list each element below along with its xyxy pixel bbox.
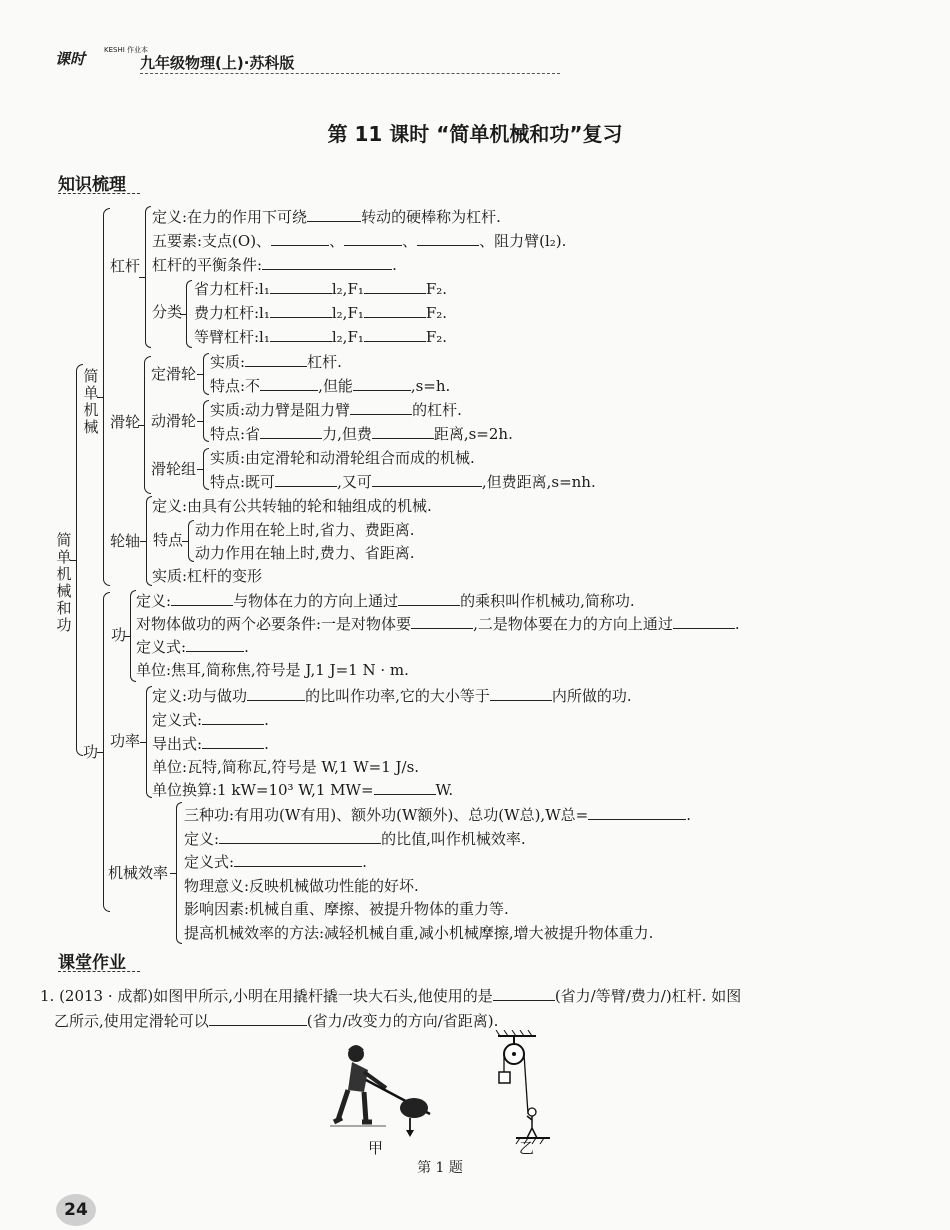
pulley-brace bbox=[144, 356, 151, 494]
answer-blank[interactable] bbox=[186, 637, 244, 652]
answer-blank[interactable] bbox=[353, 376, 411, 391]
machines-brace bbox=[103, 208, 110, 586]
block-brace bbox=[203, 448, 209, 490]
answer-blank[interactable] bbox=[307, 207, 361, 222]
answer-blank[interactable] bbox=[588, 805, 686, 820]
answer-blank[interactable] bbox=[364, 279, 426, 294]
person-body bbox=[527, 1116, 537, 1138]
fixed-brace bbox=[203, 353, 209, 395]
question-1-line-1: 1. (2013 · 成都)如图甲所示,小明在用撬杆撬一块大石头,他使用的是 (省力/等臂/费力/)杠杆. 如图 bbox=[40, 987, 742, 1005]
work-label: 功 bbox=[111, 626, 127, 644]
work-conditions: 对物体做功的两个必要条件:一是对物体要 ,二是物体要在力的方向上通过 . bbox=[136, 615, 740, 633]
efficiency-meaning: 物理意义:反映机械做功性能的好坏. bbox=[184, 877, 419, 895]
lever-class-force-saving: 省力杠杆:l₁ l₂,F₁ F₂. bbox=[194, 280, 448, 298]
load-box bbox=[499, 1072, 510, 1083]
wheel-feature-2: 动力作用在轴上时,费力、省距离. bbox=[195, 544, 415, 562]
efficiency-improve: 提高机械效率的方法:减轻机械自重,减小机械摩擦,增大被提升物体重力. bbox=[184, 924, 654, 942]
figure-lever-illustration bbox=[326, 1040, 446, 1140]
answer-blank[interactable] bbox=[417, 231, 479, 246]
wheel-feature-label: 特点 bbox=[153, 531, 184, 549]
efficiency-definition: 定义: 的比值,叫作机械效率. bbox=[184, 830, 526, 848]
power-unit: 单位:瓦特,简称瓦,符号是 W,1 W=1 J/s. bbox=[152, 758, 420, 776]
answer-blank[interactable] bbox=[673, 614, 735, 629]
work-group-label: 功 bbox=[83, 743, 99, 761]
wheel-feature-1: 动力作用在轮上时,省力、费距离. bbox=[195, 521, 415, 539]
answer-blank[interactable] bbox=[372, 472, 482, 487]
lever-class-force-costing: 费力杠杆:l₁ l₂,F₁ F₂. bbox=[194, 304, 448, 322]
force-arrow-head bbox=[406, 1130, 414, 1137]
answer-blank[interactable] bbox=[364, 303, 426, 318]
efficiency-brace bbox=[176, 802, 182, 944]
section-underline bbox=[58, 971, 140, 972]
answer-blank[interactable] bbox=[275, 472, 337, 487]
power-definition: 定义:功与做功 的比叫作功率,它的大小等于 内所做的功. bbox=[152, 687, 632, 705]
wheel-feature-brace bbox=[188, 520, 194, 562]
answer-blank[interactable] bbox=[493, 986, 555, 1001]
efficiency-formula: 定义式: . bbox=[184, 853, 367, 871]
rock bbox=[400, 1098, 428, 1118]
header-divider bbox=[140, 73, 560, 74]
figure-fixed-pulley-illustration bbox=[490, 1030, 570, 1150]
answer-blank[interactable] bbox=[260, 376, 318, 391]
answer-blank[interactable] bbox=[270, 303, 332, 318]
classify-label: 分类 bbox=[152, 303, 183, 321]
answer-blank[interactable] bbox=[374, 780, 436, 795]
power-derived-formula: 导出式: . bbox=[152, 735, 269, 753]
root-brace bbox=[76, 364, 83, 756]
pulley-block-essence: 实质:由定滑轮和动滑轮组合而成的机械. bbox=[210, 449, 475, 467]
lever-balance: 杠杆的平衡条件: . bbox=[152, 256, 397, 274]
work-definition: 定义: 与物体在力的方向上通过 的乘积叫作机械功,简称功. bbox=[136, 592, 635, 610]
answer-blank[interactable] bbox=[271, 231, 329, 246]
efficiency-three-works: 三种功:有用功(W有用)、额外功(W额外)、总功(W总),W总= . bbox=[184, 806, 691, 824]
lever-definition: 定义:在力的作用下可绕 转动的硬棒称为杠杆. bbox=[152, 208, 501, 226]
answer-blank[interactable] bbox=[247, 686, 305, 701]
pulley-block-label: 滑轮组 bbox=[151, 460, 197, 478]
answer-blank[interactable] bbox=[372, 424, 434, 439]
answer-blank[interactable] bbox=[490, 686, 552, 701]
section-underline bbox=[58, 193, 140, 194]
pulley-axle bbox=[512, 1052, 516, 1056]
machines-label: 简单机械 bbox=[83, 367, 99, 436]
page-title: 第 11 课时 “简单机械和功”复习 bbox=[327, 122, 623, 146]
lever-five-elements: 五要素:支点(O)、 、 、 、阻力臂(l₂). bbox=[152, 232, 567, 250]
book-title: 九年级物理(上)·苏科版 bbox=[140, 54, 295, 72]
figure-caption: 第 1 题 bbox=[417, 1160, 463, 1176]
wheel-definition: 定义:由具有公共转轴的轮和轴组成的机械. bbox=[152, 497, 432, 515]
moving-brace bbox=[203, 400, 209, 442]
efficiency-factors: 影响因素:机械自重、摩擦、被提升物体的重力等. bbox=[184, 900, 509, 918]
rope-right bbox=[524, 1054, 528, 1114]
answer-blank[interactable] bbox=[364, 327, 426, 342]
lever-label: 杠杆 bbox=[110, 257, 141, 275]
answer-blank[interactable] bbox=[270, 327, 332, 342]
power-unit-conversion: 单位换算:1 kW=10³ W,1 MW= W. bbox=[152, 781, 454, 799]
work-formula: 定义式: . bbox=[136, 638, 249, 656]
answer-blank[interactable] bbox=[234, 852, 362, 867]
lever-class-equal-arm: 等臂杠杆:l₁ l₂,F₁ F₂. bbox=[194, 328, 448, 346]
answer-blank[interactable] bbox=[262, 255, 392, 270]
answer-blank[interactable] bbox=[260, 424, 322, 439]
wheel-essence: 实质:杠杆的变形 bbox=[152, 567, 263, 585]
answer-blank[interactable] bbox=[344, 231, 402, 246]
logo-subtitle: KESHI 作业本 bbox=[104, 46, 149, 54]
section-homework-title: 课堂作业 bbox=[58, 953, 126, 973]
efficiency-label: 机械效率 bbox=[108, 864, 169, 882]
moving-pulley-essence: 实质:动力臂是阻力臂 的杠杆. bbox=[210, 401, 462, 419]
lever-brace bbox=[145, 206, 151, 348]
helmet bbox=[348, 1045, 364, 1050]
root-label: 简单机械和功 bbox=[56, 531, 72, 634]
answer-blank[interactable] bbox=[209, 1011, 307, 1026]
answer-blank[interactable] bbox=[219, 829, 381, 844]
fixed-pulley-feature: 特点:不 ,但能 ,s=h. bbox=[210, 377, 451, 395]
pulley-block-feature: 特点:既可 ,又可 ,但费距离,s=nh. bbox=[210, 473, 596, 491]
logo: 课时 bbox=[55, 50, 86, 68]
page-number: 24 bbox=[56, 1194, 96, 1226]
power-formula: 定义式: . bbox=[152, 711, 269, 729]
answer-blank[interactable] bbox=[202, 734, 264, 749]
answer-blank[interactable] bbox=[350, 400, 412, 415]
work-unit: 单位:焦耳,简称焦,符号是 J,1 J=1 N · m. bbox=[136, 661, 409, 679]
figure-a-label: 甲 bbox=[368, 1139, 384, 1157]
pulley-label: 滑轮 bbox=[110, 413, 141, 431]
moving-pulley-feature: 特点:省 力,但费 距离,s=2h. bbox=[210, 425, 513, 443]
wheel-label: 轮轴 bbox=[110, 532, 141, 550]
question-1-line-2: 乙所示,使用定滑轮可以 (省力/改变力的方向/省距离). bbox=[54, 1012, 499, 1030]
worker-body bbox=[348, 1062, 368, 1092]
worker-legs bbox=[334, 1090, 372, 1122]
answer-blank[interactable] bbox=[398, 591, 460, 606]
person-head bbox=[528, 1108, 536, 1116]
section-knowledge-title: 知识梳理 bbox=[58, 175, 126, 195]
fixed-pulley-label: 定滑轮 bbox=[151, 365, 197, 383]
classify-brace bbox=[186, 280, 192, 348]
power-label: 功率 bbox=[110, 732, 141, 750]
fixed-pulley-essence: 实质: 杠杆. bbox=[210, 353, 342, 371]
moving-pulley-label: 动滑轮 bbox=[151, 412, 197, 430]
answer-blank[interactable] bbox=[270, 279, 332, 294]
answer-blank[interactable] bbox=[245, 352, 307, 367]
answer-blank[interactable] bbox=[411, 614, 473, 629]
answer-blank[interactable] bbox=[202, 710, 264, 725]
figure-b-label: 乙 bbox=[519, 1139, 535, 1157]
answer-blank[interactable] bbox=[171, 591, 233, 606]
